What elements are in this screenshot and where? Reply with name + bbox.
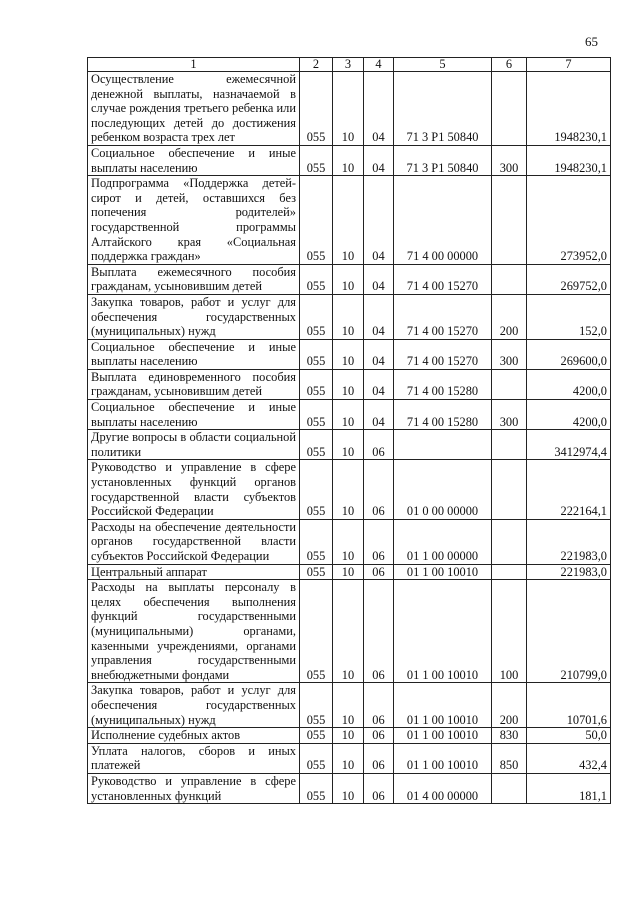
cell-expense-type	[492, 519, 527, 564]
cell-section: 10	[333, 339, 364, 369]
cell-ministry-code: 055	[300, 294, 333, 339]
cell-subsection: 04	[364, 264, 394, 294]
cell-expense-type	[492, 460, 527, 519]
cell-amount: 210799,0	[527, 580, 611, 683]
cell-name: Подпрограмма «Поддержка детей-сирот и детей, оставшихся без попечения родителей» государственной программы Алтайского края «Социальная поддержка граждан»	[88, 176, 300, 265]
cell-target-article: 01 1 00 10010	[394, 580, 492, 683]
column-header: 7	[527, 58, 611, 72]
cell-ministry-code: 055	[300, 580, 333, 683]
column-header: 6	[492, 58, 527, 72]
cell-ministry-code: 055	[300, 145, 333, 175]
cell-name: Расходы на обеспечение деятельности органов государственной власти субъектов Российской Федерации	[88, 519, 300, 564]
cell-name: Расходы на выплаты персоналу в целях обеспечения выполнения функций государственными (муниципальными) органами, казенными учреждениями, органами управления государственными внебюджетными фондами	[88, 580, 300, 683]
cell-target-article: 71 3 P1 50840	[394, 145, 492, 175]
cell-ministry-code: 055	[300, 773, 333, 803]
cell-target-article: 01 1 00 10010	[394, 743, 492, 773]
cell-ministry-code: 055	[300, 264, 333, 294]
cell-name: Другие вопросы в области социальной политики	[88, 430, 300, 460]
cell-ministry-code: 055	[300, 339, 333, 369]
cell-subsection: 04	[364, 176, 394, 265]
cell-section: 10	[333, 564, 364, 580]
cell-ministry-code: 055	[300, 564, 333, 580]
header-row	[88, 58, 611, 72]
cell-amount: 4200,0	[527, 369, 611, 399]
cell-amount: 181,1	[527, 773, 611, 803]
cell-expense-type	[492, 264, 527, 294]
cell-amount: 1948230,1	[527, 72, 611, 146]
cell-name: Выплата ежемесячного пособия гражданам, усыновившим детей	[88, 264, 300, 294]
cell-subsection: 06	[364, 580, 394, 683]
cell-section: 10	[333, 400, 364, 430]
cell-target-article: 71 4 00 15270	[394, 264, 492, 294]
cell-expense-type	[492, 72, 527, 146]
cell-amount: 273952,0	[527, 176, 611, 265]
budget-table	[87, 57, 611, 804]
table-row	[88, 430, 611, 460]
cell-section: 10	[333, 294, 364, 339]
cell-amount: 221983,0	[527, 519, 611, 564]
cell-section: 10	[333, 728, 364, 744]
table-row	[88, 683, 611, 728]
cell-target-article: 71 4 00 15270	[394, 339, 492, 369]
column-header: 1	[88, 58, 300, 72]
cell-section: 10	[333, 430, 364, 460]
cell-target-article: 71 4 00 00000	[394, 176, 492, 265]
cell-ministry-code: 055	[300, 176, 333, 265]
cell-amount: 432,4	[527, 743, 611, 773]
cell-expense-type	[492, 564, 527, 580]
table-row	[88, 400, 611, 430]
cell-section: 10	[333, 519, 364, 564]
cell-name: Руководство и управление в сфере установленных функций органов государственной власти субъектов Российской Федерации	[88, 460, 300, 519]
cell-section: 10	[333, 145, 364, 175]
cell-expense-type	[492, 369, 527, 399]
cell-name: Закупка товаров, работ и услуг для обеспечения государственных (муниципальных) нужд	[88, 294, 300, 339]
cell-subsection: 06	[364, 743, 394, 773]
cell-section: 10	[333, 369, 364, 399]
table-row	[88, 743, 611, 773]
cell-name: Осуществление ежемесячной денежной выплаты, назначаемой в случае рождения третьего ребенка или последующих детей до достижения ребенком возраста трех лет	[88, 72, 300, 146]
cell-expense-type: 300	[492, 339, 527, 369]
table-row	[88, 339, 611, 369]
cell-name: Выплата единовременного пособия гражданам, усыновившим детей	[88, 369, 300, 399]
cell-ministry-code: 055	[300, 743, 333, 773]
cell-name: Уплата налогов, сборов и иных платежей	[88, 743, 300, 773]
cell-expense-type: 100	[492, 580, 527, 683]
cell-name: Социальное обеспечение и иные выплаты населению	[88, 145, 300, 175]
cell-target-article: 01 4 00 00000	[394, 773, 492, 803]
cell-subsection: 06	[364, 564, 394, 580]
table-row	[88, 519, 611, 564]
cell-section: 10	[333, 460, 364, 519]
cell-ministry-code: 055	[300, 430, 333, 460]
cell-ministry-code: 055	[300, 72, 333, 146]
column-header: 4	[364, 58, 394, 72]
cell-subsection: 06	[364, 773, 394, 803]
cell-section: 10	[333, 580, 364, 683]
cell-target-article: 71 4 00 15280	[394, 400, 492, 430]
cell-expense-type: 300	[492, 145, 527, 175]
table-row	[88, 176, 611, 265]
cell-name: Центральный аппарат	[88, 564, 300, 580]
cell-target-article: 01 1 00 10010	[394, 728, 492, 744]
cell-subsection: 04	[364, 145, 394, 175]
cell-subsection: 04	[364, 72, 394, 146]
cell-subsection: 06	[364, 519, 394, 564]
cell-subsection: 06	[364, 728, 394, 744]
cell-amount: 269752,0	[527, 264, 611, 294]
cell-expense-type	[492, 176, 527, 265]
cell-target-article	[394, 430, 492, 460]
cell-target-article: 71 4 00 15280	[394, 369, 492, 399]
cell-expense-type: 850	[492, 743, 527, 773]
cell-subsection: 04	[364, 369, 394, 399]
cell-amount: 269600,0	[527, 339, 611, 369]
cell-target-article: 71 4 00 15270	[394, 294, 492, 339]
cell-subsection: 04	[364, 294, 394, 339]
cell-amount: 152,0	[527, 294, 611, 339]
cell-subsection: 06	[364, 430, 394, 460]
table-row	[88, 294, 611, 339]
cell-amount: 4200,0	[527, 400, 611, 430]
cell-amount: 222164,1	[527, 460, 611, 519]
cell-name: Исполнение судебных актов	[88, 728, 300, 744]
cell-ministry-code: 055	[300, 460, 333, 519]
cell-expense-type: 830	[492, 728, 527, 744]
cell-target-article: 01 0 00 00000	[394, 460, 492, 519]
table-body	[88, 72, 611, 804]
cell-ministry-code: 055	[300, 728, 333, 744]
cell-amount: 221983,0	[527, 564, 611, 580]
cell-ministry-code: 055	[300, 400, 333, 430]
column-header: 5	[394, 58, 492, 72]
table-row	[88, 773, 611, 803]
cell-target-article: 01 1 00 10010	[394, 683, 492, 728]
page-number: 65	[585, 34, 598, 49]
cell-expense-type: 200	[492, 683, 527, 728]
cell-amount: 10701,6	[527, 683, 611, 728]
cell-expense-type	[492, 773, 527, 803]
table-row	[88, 369, 611, 399]
cell-target-article: 71 3 P1 50840	[394, 72, 492, 146]
cell-amount: 50,0	[527, 728, 611, 744]
cell-target-article: 01 1 00 10010	[394, 564, 492, 580]
table-row	[88, 72, 611, 146]
table-row	[88, 264, 611, 294]
cell-subsection: 06	[364, 460, 394, 519]
cell-name: Закупка товаров, работ и услуг для обеспечения государственных (муниципальных) нужд	[88, 683, 300, 728]
table-row	[88, 145, 611, 175]
cell-target-article: 01 1 00 00000	[394, 519, 492, 564]
table-row	[88, 564, 611, 580]
column-header: 3	[333, 58, 364, 72]
cell-ministry-code: 055	[300, 519, 333, 564]
cell-expense-type: 300	[492, 400, 527, 430]
table-row	[88, 460, 611, 519]
table-row	[88, 728, 611, 744]
cell-amount: 3412974,4	[527, 430, 611, 460]
cell-amount: 1948230,1	[527, 145, 611, 175]
cell-section: 10	[333, 683, 364, 728]
cell-ministry-code: 055	[300, 369, 333, 399]
table-row	[88, 580, 611, 683]
cell-section: 10	[333, 176, 364, 265]
cell-name: Социальное обеспечение и иные выплаты населению	[88, 339, 300, 369]
cell-name: Руководство и управление в сфере установленных функций	[88, 773, 300, 803]
cell-expense-type	[492, 430, 527, 460]
cell-subsection: 06	[364, 683, 394, 728]
cell-section: 10	[333, 264, 364, 294]
cell-section: 10	[333, 743, 364, 773]
cell-subsection: 04	[364, 400, 394, 430]
cell-ministry-code: 055	[300, 683, 333, 728]
cell-section: 10	[333, 773, 364, 803]
cell-section: 10	[333, 72, 364, 146]
cell-subsection: 04	[364, 339, 394, 369]
column-header: 2	[300, 58, 333, 72]
cell-expense-type: 200	[492, 294, 527, 339]
cell-name: Социальное обеспечение и иные выплаты населению	[88, 400, 300, 430]
